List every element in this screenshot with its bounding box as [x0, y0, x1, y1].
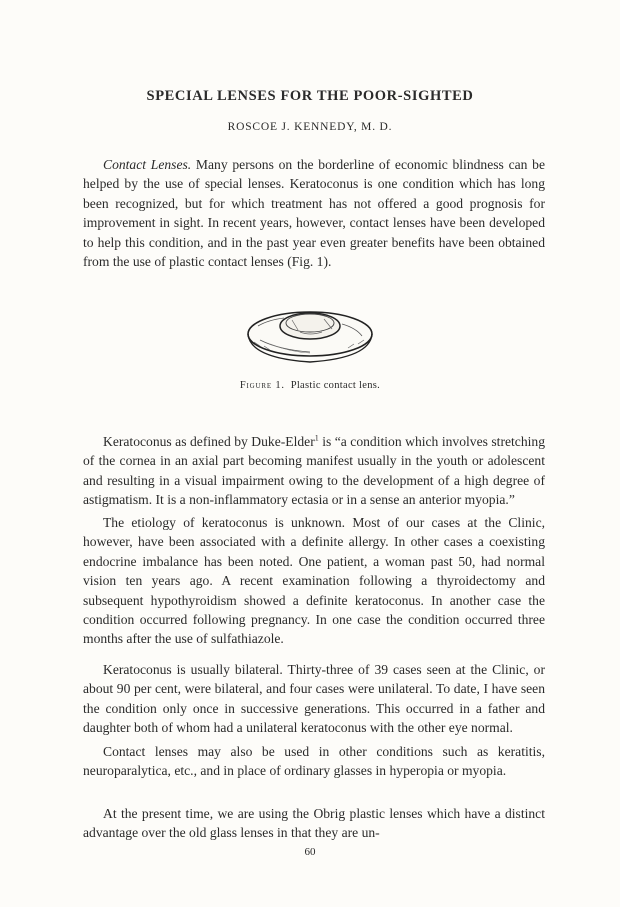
contact-lens-drawing-icon [240, 296, 380, 374]
paragraph-text: Many persons on the borderline of economic blindness can be helped by the use of special lenses. Keratoconus is one condition which has long been recognized, but for which treatment has not offered a good prognosis for improvement in sight. In recent years, however, contact lenses have been developed to help this condition, and in the past year even greater benefits have been obtained from the use of plastic contact lenses (Fig. 1). [83, 157, 545, 270]
paragraph-contact-lenses [83, 155, 545, 271]
footnote-ref: 1 [314, 433, 319, 443]
paragraph-obrig-lenses: At the present time, we are using the Obrig plastic lenses which have a distinct advantage over the old glass lenses in that they are un- [83, 806, 545, 841]
page-number: 60 [304, 846, 316, 858]
figure-caption [0, 380, 620, 391]
paragraph-text: is “a condition which involves stretching of the cornea in an axial part becoming manifest usually in the youth or adolescent and resulting in a visual impairment owing to the development of a high degree of astigmatism. It is a non-inflammatory ectasia or in a sense an anterior myopia.” [83, 434, 545, 508]
article-title: SPECIAL LENSES FOR THE POOR-SIGHTED [146, 88, 474, 104]
paragraph-etiology: The etiology of keratoconus is unknown. Most of our cases at the Clinic, however, have been associated with a definite allergy. In other cases a coexisting endocrine imbalance has been noted. One patient, a woman past 50, had normal vision ten years ago. A recent examination following a thyroidectomy and subsequent hypothyroidism showed a definite keratoconus. In another case the condition occurred following pregnancy. In one case the condition occurred three months after the use of sulfathiazole. [83, 515, 545, 647]
figure-caption-text: Plastic contact lens. [290, 380, 381, 391]
paragraph-lead-heading: Contact Lenses. [103, 157, 192, 172]
paragraph-text: Keratoconus as defined by Duke-Elder [103, 434, 315, 449]
paragraph-other-conditions: Contact lenses may also be used in other conditions such as keratitis, neuroparalytica, etc., and in place of ordinary glasses in hyperopia or myopia. [83, 744, 545, 779]
paragraph-definition [83, 432, 545, 510]
article-author: ROSCOE J. KENNEDY, M. D. [227, 121, 393, 133]
figure-1 [0, 296, 620, 376]
paragraph-bilateral: Keratoconus is usually bilateral. Thirty-three of 39 cases seen at the Clinic, or about 90 per cent, were bilateral, and four cases were unilateral. To date, I have seen the condition only once in successive generations. This occurred in a father and daughter both of whom had a unilateral keratoconus with the other eye normal. [83, 662, 545, 736]
figure-label: Figure 1. [239, 380, 285, 391]
